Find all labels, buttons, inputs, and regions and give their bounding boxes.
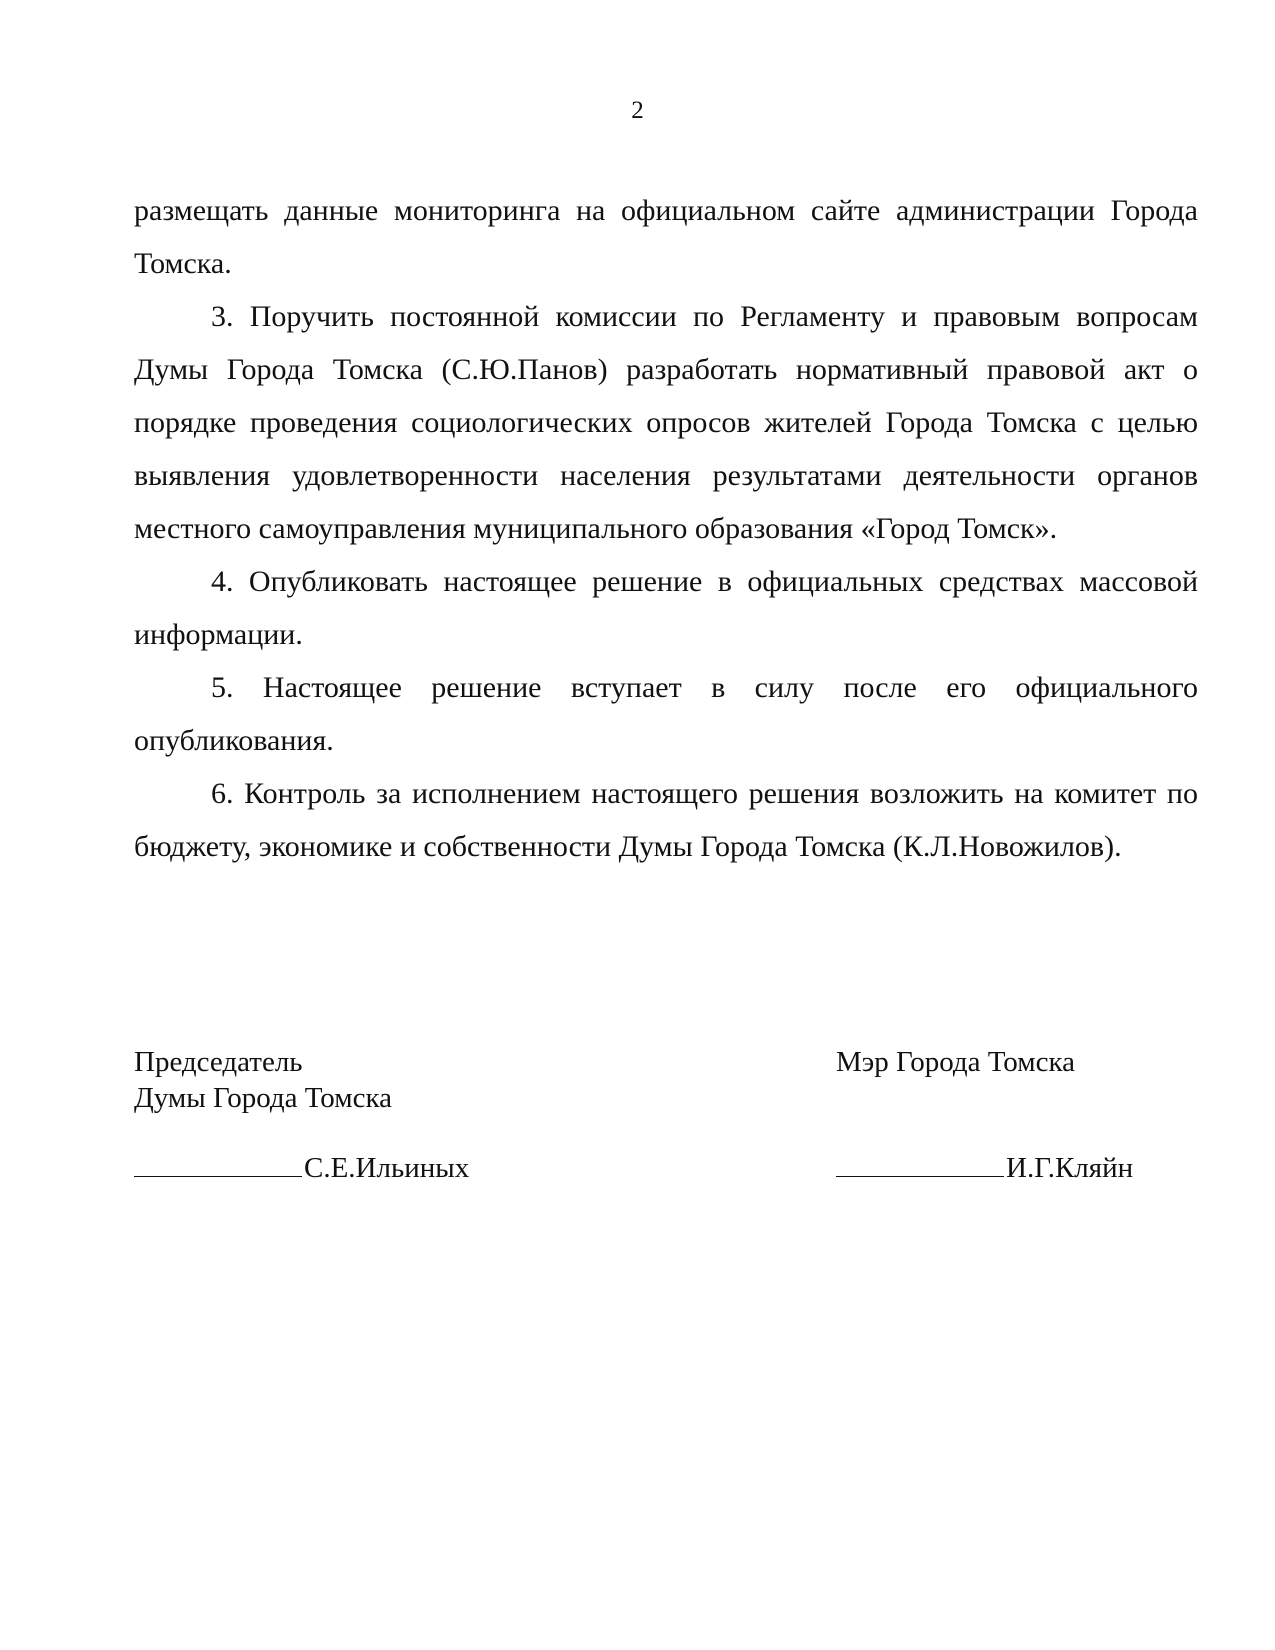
mayor-name: И.Г.Кляйн xyxy=(1006,1152,1134,1184)
paragraph-continuation: размещать данные мониторинга на официальном сайте администрации Города Томска. xyxy=(134,194,1198,280)
mayor-signature-line xyxy=(836,1150,1004,1177)
chairman-signature-line xyxy=(134,1150,302,1177)
chairman-name: С.Е.Ильиных xyxy=(304,1152,470,1184)
paragraph-item-5: 5. Настоящее решение вступает в силу после его официального опубликования. xyxy=(134,671,1198,757)
page-number: 2 xyxy=(631,97,644,124)
paragraph-item-6: 6. Контроль за исполнением настоящего решения возложить на комитет по бюджету, экономике и собственности Думы Города Томска (К.Л.Новожилов). xyxy=(134,777,1198,863)
chairman-title-line-2: Думы Города Томска xyxy=(134,1082,392,1114)
chairman-title xyxy=(134,1044,392,1116)
paragraph-item-3: 3. Поручить постоянной комиссии по Регламенту и правовым вопросам Думы Города Томска (С.Ю.Панов) разработать нормативный правовой акт о порядке проведения социологических опросов жителей Города Томска с целью выявления удовлетворенности населения результатами деятельности органов местного самоуправления муниципального образования «Город Томск». xyxy=(134,300,1198,545)
mayor-title-line-1: Мэр Города Томска xyxy=(836,1046,1075,1078)
mayor-title xyxy=(836,1044,1075,1080)
mayor-signature xyxy=(836,1150,1133,1186)
chairman-title-line-1: Председатель xyxy=(134,1046,303,1078)
chairman-signature xyxy=(134,1150,469,1186)
document-body xyxy=(134,184,1198,873)
paragraph-item-4: 4. Опубликовать настоящее решение в официальных средствах массовой информации. xyxy=(134,565,1198,651)
